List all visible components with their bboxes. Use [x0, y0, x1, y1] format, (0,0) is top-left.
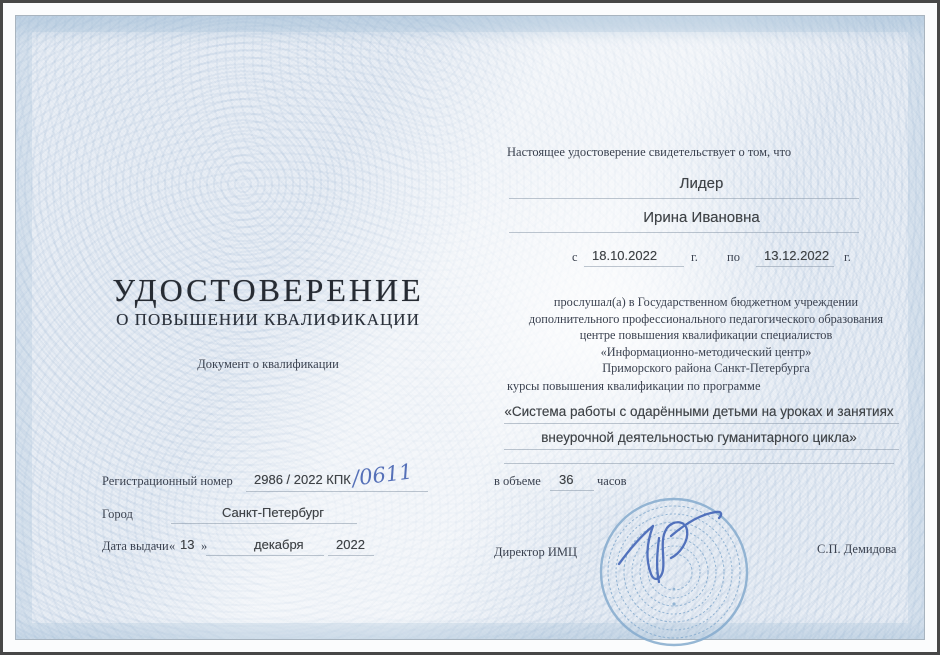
holder-first-middle-name: Ирина Ивановна — [643, 209, 760, 226]
institution-line: центре повышения квалификации специалистов — [579, 328, 833, 342]
underline-rule — [504, 463, 894, 464]
period-to-label: по — [727, 250, 740, 264]
institution-line: прослушал(а) в Государственном бюджетном учреждении — [553, 295, 859, 309]
issue-date-year: 2022 — [336, 537, 365, 552]
underline-rule — [584, 266, 684, 267]
institution-line: дополнительного профессионального педагогического образования — [528, 311, 884, 326]
period-to-suffix: г. — [844, 250, 851, 264]
course-intro-text: курсы повышения квалификации по программе — [507, 379, 761, 393]
institution-line: «Информационно-методический центр» — [600, 344, 812, 359]
underline-rule — [328, 555, 374, 556]
course-title-line1: «Система работы с одарёнными детьми на уроках и занятиях — [504, 404, 894, 419]
city-value: Санкт-Петербург — [222, 505, 324, 520]
underline-rule — [509, 198, 859, 199]
underline-rule — [504, 449, 899, 450]
registration-number-value: 2986 / 2022 КПК — [254, 472, 351, 487]
director-name: С.П. Демидова — [817, 542, 897, 556]
institution-line: Приморского района Санкт-Петербурга — [602, 361, 810, 375]
registration-number-handwritten: /0611 — [350, 459, 414, 491]
period-from-label: с — [572, 250, 578, 264]
issue-date-label: Дата выдачи — [102, 539, 169, 553]
underline-rule — [246, 491, 428, 492]
period-from-date: 18.10.2022 — [592, 248, 658, 263]
issue-date-close-quote: » — [201, 539, 208, 553]
volume-hours: 36 — [559, 472, 574, 487]
underline-rule — [756, 266, 834, 267]
director-label: Директор ИМЦ — [494, 545, 578, 559]
statement-text: Настоящее удостоверение свидетельствует о том, что — [507, 145, 792, 159]
course-title-line2: внеурочной деятельностью гуманитарного цикла» — [541, 430, 857, 445]
institution-paragraph — [511, 294, 901, 377]
issue-date-day: 13 — [180, 537, 195, 552]
document-type-label: Документ о квалификации — [197, 357, 339, 371]
certificate-paper — [15, 15, 925, 640]
holder-last-name: Лидер — [679, 175, 724, 192]
underline-rule — [509, 232, 859, 233]
registration-number-label: Регистрационный номер — [102, 474, 233, 488]
volume-label: в объеме — [494, 474, 541, 488]
issue-date-open-quote: « — [169, 539, 176, 553]
underline-rule — [504, 423, 899, 424]
volume-units: часов — [597, 474, 627, 488]
period-from-suffix: г. — [691, 250, 698, 264]
director-signature — [601, 496, 751, 606]
certificate-title: УДОСТОВЕРЕНИЕ — [112, 272, 424, 308]
period-to-date: 13.12.2022 — [764, 248, 830, 263]
underline-rule — [171, 523, 357, 524]
issue-date-month: декабря — [254, 537, 304, 552]
underline-rule — [550, 490, 594, 491]
underline-rule — [206, 555, 324, 556]
certificate-subtitle: О ПОВЫШЕНИИ КВАЛИФИКАЦИИ — [116, 310, 420, 329]
city-label: Город — [102, 507, 133, 521]
